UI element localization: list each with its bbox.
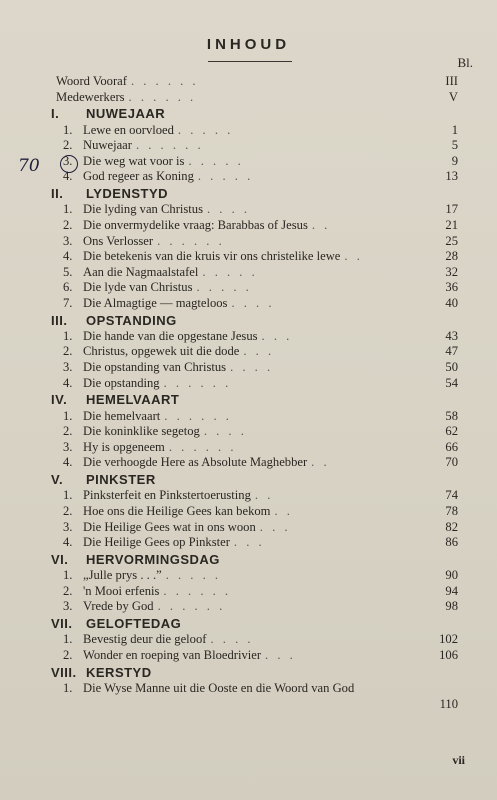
entry-title: Die Almagtige — magteloos . . . .: [83, 295, 275, 310]
entry-title: Christus, opgewek uit die dode . . .: [83, 344, 275, 359]
entry-page: 58: [445, 408, 458, 423]
entry-number: 2.: [63, 647, 73, 662]
entry-number: 3.: [63, 360, 73, 375]
entry-page: 78: [445, 504, 458, 519]
entry-title: „Julle prys . . .” . . . . .: [83, 568, 222, 583]
toc-entry[interactable]: [40, 584, 460, 600]
toc-entry[interactable]: [40, 329, 460, 345]
entry-number: 2.: [63, 138, 73, 153]
entry-title: Die lyding van Christus . . . .: [83, 202, 251, 217]
section-heading: [40, 471, 460, 488]
section-numeral: II.: [51, 185, 64, 201]
dot-leader: . . . . . .: [157, 233, 225, 248]
page-column-label: Bl.: [457, 55, 473, 70]
entry-page: 13: [445, 169, 458, 184]
entry-page: V: [448, 89, 458, 104]
entry-number: 4.: [63, 249, 73, 264]
section-heading: [40, 551, 460, 568]
entry-title: Vrede by God . . . . . .: [83, 599, 226, 614]
entry-title: Nuwejaar . . . . . .: [83, 138, 204, 153]
entry-number: 6.: [63, 280, 73, 295]
section-heading: [40, 391, 460, 408]
entry-page: III: [445, 74, 458, 88]
entry-page: 28: [445, 249, 458, 264]
entry-page: 21: [445, 217, 458, 232]
section-heading: [40, 312, 460, 329]
entry-number: 2.: [63, 424, 73, 439]
dot-leader: . . . .: [230, 360, 274, 375]
entry-number: 3.: [63, 153, 73, 168]
dot-leader: . . . . .: [188, 153, 244, 168]
entry-page: 98: [445, 599, 458, 614]
toc-entry[interactable]: [40, 265, 460, 281]
dot-leader: . . . . .: [177, 122, 234, 137]
dot-leader: . .: [274, 504, 293, 519]
toc-entry[interactable]: [40, 632, 460, 648]
section-numeral: IV.: [51, 392, 68, 408]
dot-leader: . .: [311, 455, 330, 470]
entry-title: Aan die Nagmaalstafel . . . . .: [83, 264, 258, 279]
toc-entry[interactable]: [40, 424, 460, 440]
entry-page: 86: [445, 535, 458, 550]
section-numeral: VII.: [51, 615, 73, 631]
section-name: PINKSTER: [86, 472, 156, 488]
section-name: NUWEJAAR: [86, 106, 166, 122]
entry-number: 3.: [63, 233, 73, 248]
entry-title: Hoe ons die Heilige Gees kan bekom . .: [83, 504, 293, 519]
entry-title: Die hemelvaart . . . . . .: [83, 408, 232, 423]
entry-number: 1.: [63, 632, 73, 647]
section-heading: [40, 105, 460, 122]
dot-leader: . . . . . .: [128, 89, 197, 104]
toc-entry[interactable]: [40, 249, 460, 265]
dot-leader: . .: [311, 217, 331, 232]
entry-page: 66: [445, 439, 458, 454]
entry-page: 82: [445, 519, 458, 534]
toc-entry[interactable]: [40, 681, 460, 712]
entry-number: 4.: [63, 535, 73, 550]
entry-number: 2.: [63, 504, 73, 519]
entry-number: 7.: [63, 295, 73, 310]
entry-number: 4.: [63, 169, 73, 184]
entry-page: 43: [445, 328, 458, 343]
entry-title: Woord Vooraf . . . . . .: [56, 74, 199, 88]
dot-leader: . . . . . .: [168, 439, 237, 454]
toc-entry[interactable]: [40, 296, 460, 312]
entry-page: 54: [445, 375, 458, 390]
dot-leader: . . . .: [231, 295, 275, 310]
toc-entry[interactable]: [40, 488, 460, 504]
entry-title: Die Wyse Manne uit die Ooste en die Woord van God: [83, 680, 355, 695]
entry-page: 50: [445, 360, 458, 375]
entry-page: 70: [445, 455, 458, 470]
entry-page: 102: [439, 632, 458, 647]
entry-title: Die koninklike segetog . . . .: [83, 424, 247, 439]
entry-title: Hy is opgeneem . . . . . .: [83, 439, 237, 454]
front-matter-row[interactable]: [40, 90, 460, 106]
section-numeral: VIII.: [51, 664, 77, 680]
entry-title: God regeer as Koning . . . . .: [83, 169, 254, 184]
section-name: HEMELVAART: [86, 392, 180, 408]
table-of-contents: [40, 74, 460, 712]
dot-leader: . . . . . .: [130, 74, 199, 88]
entry-page: 9: [451, 153, 458, 168]
toc-entry[interactable]: [40, 202, 460, 218]
dot-leader: . . .: [259, 519, 291, 534]
toc-entry[interactable]: [40, 280, 460, 296]
toc-entry[interactable]: [40, 360, 460, 376]
entry-title: Die opstanding . . . . . .: [83, 375, 232, 390]
entry-page: 110: [439, 696, 458, 711]
toc-entry[interactable]: [40, 409, 460, 425]
toc-entry[interactable]: [40, 218, 460, 234]
entry-title: Die lyde van Christus . . . . .: [83, 280, 252, 295]
section-name: LYDENSTYD: [86, 185, 169, 201]
entry-number: 4.: [63, 455, 73, 470]
front-matter-row[interactable]: [40, 74, 460, 90]
entry-title: Pinksterfeit en Pinkstertoerusting . .: [83, 488, 274, 503]
dot-leader: . . . .: [203, 424, 247, 439]
page-folio: vii: [452, 753, 465, 767]
entry-page: 32: [445, 264, 458, 279]
section-name: KERSTYD: [86, 664, 152, 680]
entry-number: 1.: [63, 568, 73, 583]
dot-leader: . . .: [243, 344, 275, 359]
entry-page: 47: [445, 344, 458, 359]
entry-page: 74: [445, 488, 458, 503]
section-heading: [40, 664, 460, 681]
entry-title: Die verhoogde Here as Absolute Maghebber . .: [83, 455, 330, 470]
dot-leader: . . . . . .: [163, 583, 232, 598]
dot-leader: . . . . .: [165, 568, 222, 583]
entry-page: 40: [445, 295, 458, 310]
section-numeral: VI.: [51, 551, 69, 567]
toc-entry[interactable]: [40, 455, 460, 471]
page-title: INHOUD: [206, 36, 291, 53]
section-name: HERVORMINGSDAG: [86, 551, 220, 567]
entry-title: Die betekenis van die kruis vir ons christelike lewe . .: [83, 249, 363, 264]
entry-number: 1.: [63, 408, 73, 423]
dot-leader: . . . . .: [202, 264, 258, 279]
entry-page: 94: [445, 583, 458, 598]
dot-leader: . .: [344, 249, 363, 264]
entry-title: Lewe en oorvloed . . . . .: [83, 122, 234, 137]
toc-entry[interactable]: [40, 504, 460, 520]
entry-page: 25: [445, 233, 458, 248]
entry-page: 17: [445, 202, 458, 217]
toc-entry[interactable]: [40, 520, 460, 536]
dot-leader: . . . .: [210, 632, 254, 647]
title-underline: [208, 61, 292, 62]
toc-entry[interactable]: [40, 138, 460, 154]
entry-page: 90: [445, 568, 458, 583]
entry-number: 1.: [63, 122, 73, 137]
entry-number: 2.: [63, 583, 73, 598]
entry-title: Medewerkers . . . . . .: [56, 89, 197, 104]
section-name: GELOFTEDAG: [86, 615, 182, 631]
handwritten-annotation: 70: [18, 156, 40, 176]
entry-number: 2.: [63, 344, 73, 359]
dot-leader: . .: [254, 488, 274, 503]
toc-entry[interactable]: [40, 376, 460, 392]
entry-number: 3.: [63, 439, 73, 454]
section-heading: [40, 185, 460, 202]
entry-title: Die hande van die opgestane Jesus . . .: [83, 328, 293, 343]
toc-entry[interactable]: [40, 154, 460, 170]
dot-leader: . . . . .: [197, 169, 254, 184]
entry-page: 5: [451, 138, 458, 153]
entry-title: Die opstanding van Christus . . . .: [83, 360, 274, 375]
toc-entry[interactable]: [40, 344, 460, 360]
toc-entry[interactable]: [40, 234, 460, 250]
entry-number: 3.: [63, 519, 73, 534]
section-numeral: I.: [51, 106, 60, 122]
entry-title: Die weg wat voor is . . . . .: [83, 153, 244, 168]
entry-number: 1.: [63, 680, 73, 695]
entry-page: 62: [445, 424, 458, 439]
entry-number: 1.: [63, 488, 73, 503]
toc-entry[interactable]: [40, 568, 460, 584]
entry-title: Die onvermydelike vraag: Barabbas of Jesus . .: [83, 217, 331, 232]
entry-number: 4.: [63, 375, 73, 390]
section-name: OPSTANDING: [86, 312, 177, 328]
entry-page: 106: [439, 647, 458, 662]
entry-title: 'n Mooi erfenis . . . . . .: [83, 583, 232, 598]
dot-leader: . . .: [261, 328, 293, 343]
dot-leader: . . . . .: [196, 280, 252, 295]
toc-entry[interactable]: [40, 440, 460, 456]
dot-leader: . . .: [265, 647, 296, 662]
dot-leader: . . . . . .: [164, 408, 232, 423]
dot-leader: . . . . . .: [163, 375, 232, 390]
dot-leader: . . . . . .: [135, 138, 204, 153]
toc-entry[interactable]: [40, 123, 460, 139]
section-numeral: V.: [51, 472, 64, 488]
entry-page: 1: [451, 122, 458, 137]
section-numeral: III.: [51, 312, 68, 328]
dot-leader: . . . . . .: [157, 599, 226, 614]
entry-number: 1.: [63, 202, 73, 217]
toc-entry[interactable]: [40, 535, 460, 551]
entry-page: 36: [445, 280, 458, 295]
entry-title: Ons Verlosser . . . . . .: [83, 233, 225, 248]
entry-title: Wonder en roeping van Bloedrivier . . .: [83, 647, 296, 662]
entry-title: Die Heilige Gees op Pinkster . . .: [83, 535, 265, 550]
entry-title: Bevestig deur die geloof . . . .: [83, 632, 254, 647]
entry-number: 1.: [63, 328, 73, 343]
entry-number: 2.: [63, 217, 73, 232]
section-heading: [40, 615, 460, 632]
entry-title: Die Heilige Gees wat in ons woon . . .: [83, 519, 291, 534]
dot-leader: . . .: [233, 535, 265, 550]
entry-number: 5.: [63, 264, 73, 279]
entry-number: 3.: [63, 599, 73, 614]
toc-entry[interactable]: [40, 648, 460, 664]
dot-leader: . . . .: [207, 202, 251, 217]
toc-entry[interactable]: [40, 169, 460, 185]
toc-entry[interactable]: [40, 599, 460, 615]
